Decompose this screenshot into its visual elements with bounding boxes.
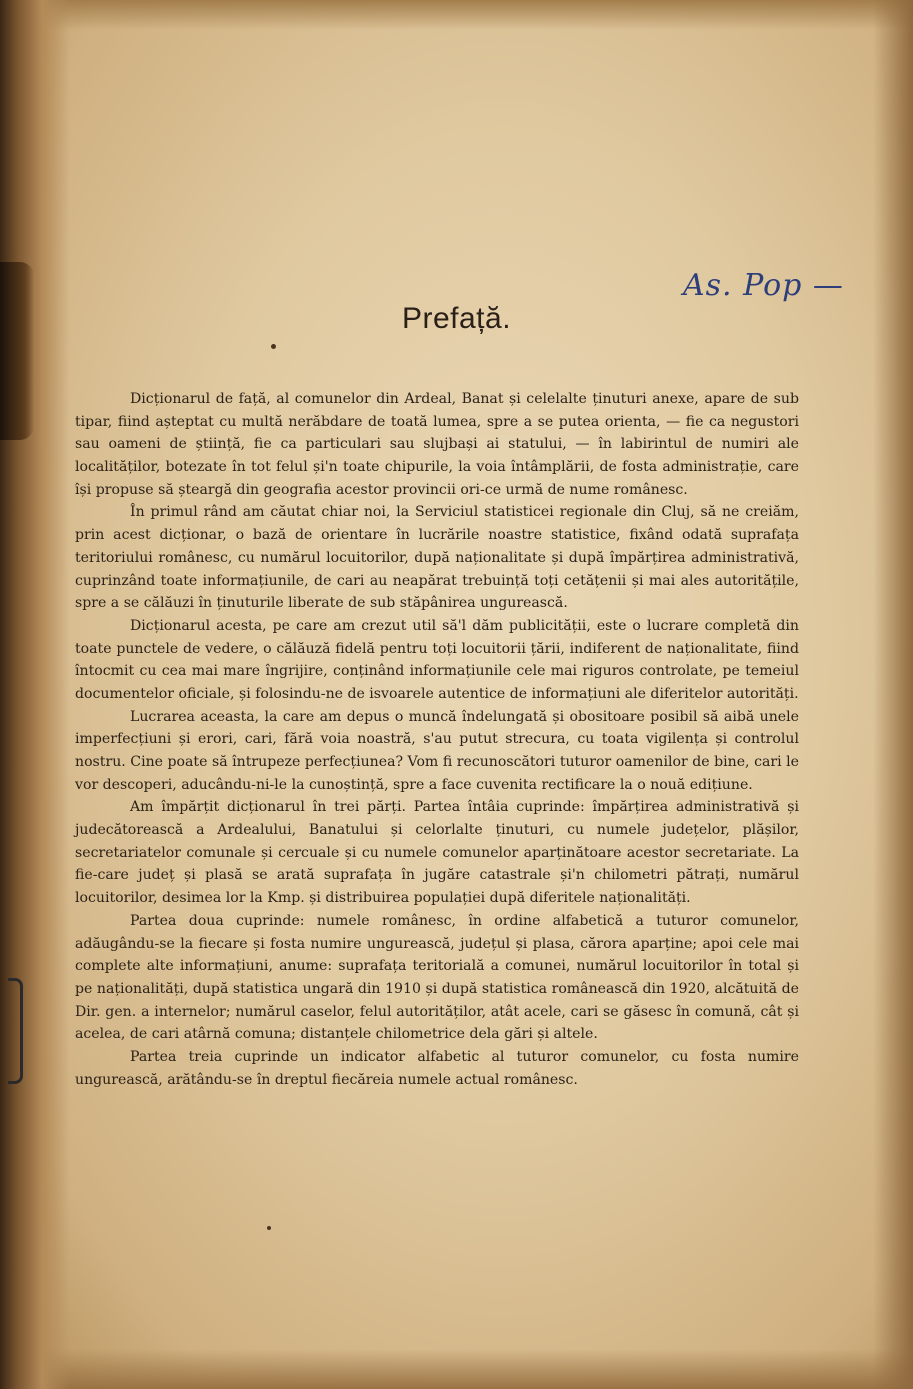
paragraph: Partea doua cuprinde: numele românesc, în ordine alfabetică a tuturor comunelor, adăugându-se la fiecare și fosta numire ungurească, județul și plasa, cărora aparține; apoi cele mai complete alte informațiuni, anume: suprafața teritorială a comunei, numărul locuitorilor în total și pe naționalități, după statistica ungară din 1910 și după statistica românească din 1920, alcătuită de Dir. gen. a internelor; numărul caselor, felul autorităților, atât acele, cari se găsesc în comună, cât și acelea, de cari atârnă comuna; distanțele chilometrice dela gări și altele. [75,912,799,1043]
print-speck [271,344,276,349]
page-title: Prefață. [401,302,512,335]
paragraph: Am împărțit dicționarul în trei părți. Partea întâia cuprinde: împărțirea administrativă și judecătorească a Ardealului, Banatului și celorlalte ținuturi, cu numele județelor, plășilor, secretariatelor comunale și cercuale și cu numele comunelor aparținătoare acestor secretariate. La fie-care județ și plasă se arată suprafața în jugăre catastrale și'n chilometri pătrați, numărul locuitorilor, desimea lor la Kmp. și distribuirea populației după diferitele naționalități. [75,799,799,907]
binding-damage [0,262,34,440]
binding-staple [8,978,23,1084]
preface-text [75,388,799,1091]
paragraph: Dicționarul de față, al comunelor din Ardeal, Banat și celelalte ținuturi anexe, apare de sub tipar, fiind așteptat cu multă nerăbdare de toată lumea, spre a se putea orienta, — fie ca negustori sau oameni de știință, fie ca particulari sau slujbași ai statului, — în labirintul de numiri ale localităților, botezate în tot felul și'n toate chipurile, la voia întâmplării, de fosta administrație, care își propuse să șteargă din geografia acestor provincii ori-ce urmă de nume românesc. [75,391,799,498]
page-edge-left [0,0,70,1389]
page-edge-bottom [0,1349,913,1389]
paragraph: Lucrarea aceasta, la care am depus o muncă îndelungată și obositoare posibil să aibă unele imperfecțiuni și erori, cari, fără voia noastră, s'au putut strecura, cu toata vigilența și controlul nostru. Cine poate să întrupeze perfecțiunea? Vom fi recunoscători tuturor oamenilor de bine, cari le vor descoperi, aducându-ni-le la cunoștință, spre a face cuvenita rectificare la o nouă edițiune. [75,708,799,793]
paragraph: Partea treia cuprinde un indicator alfabetic al tuturor comunelor, cu fosta numire ungurească, arătându-se în dreptul fiecăreia numele actual românesc. [75,1048,799,1088]
print-speck [267,1226,271,1230]
page-edge-top [0,0,913,30]
handwritten-signature: As. Pop — [683,268,844,303]
paragraph: Dicționarul acesta, pe care am crezut util să'l dăm publicității, este o lucrare completă din toate punctele de vedere, o călăuză fidelă pentru toți locuitorii țării, indiferent de naționalitate, fiind întocmit cu cea mai mare îngrijire, conținând informațiunile cele mai riguros controlate, pe temeiul documentelor oficiale, și folosindu-ne de isvoarele autentice de informațiuni ale diferitelor autorități. [75,617,799,702]
page-edge-right [873,0,913,1389]
paragraph: În primul rând am căutat chiar noi, la Serviciul statisticei regionale din Cluj, să ne creiăm, prin acest dicționar, o bază de orientare în lucrările noastre statistice, fixând odată suprafața teritoriului românesc, cu numărul locuitorilor, după naționalitate și după împărțirea administrativă, cuprinzând toate informațiunile, de cari au neapărat trebuință toți cetățenii și mai ales autoritățile, spre a se călăuzi în ținuturile liberate de sub stăpânirea ungurească. [75,504,799,612]
